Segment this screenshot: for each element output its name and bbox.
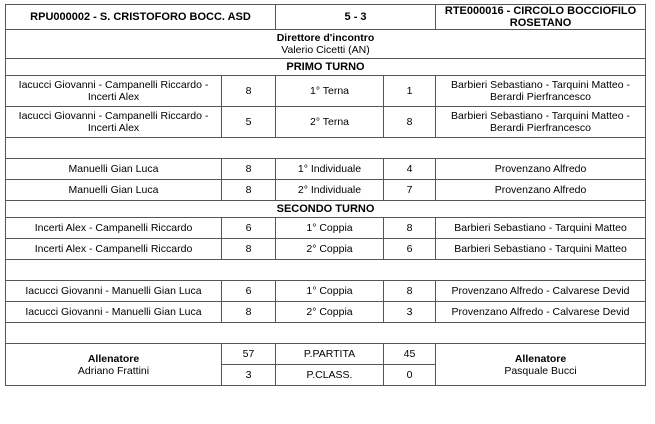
class-away: 0 xyxy=(384,365,436,386)
home-coach-name: Adriano Frattini xyxy=(77,364,150,377)
match-table xyxy=(5,4,646,386)
away-score: 1 xyxy=(384,76,436,107)
game-row xyxy=(6,76,646,107)
away-players: Barbieri Sebastiano - Tarquini Matteo xyxy=(436,218,646,239)
match-score: 5 - 3 xyxy=(276,5,436,30)
footer-row-partita xyxy=(6,344,646,365)
game-type: 1° Individuale xyxy=(276,159,384,180)
home-score: 6 xyxy=(222,281,276,302)
game-row xyxy=(6,302,646,323)
away-players: Barbieri Sebastiano - Tarquini Matteo - Berardi Pierfrancesco xyxy=(436,107,646,138)
home-team: RPU000002 - S. CRISTOFORO BOCC. ASD xyxy=(6,5,276,30)
match-report xyxy=(5,4,645,386)
home-score: 8 xyxy=(222,76,276,107)
home-score: 8 xyxy=(222,180,276,201)
game-row xyxy=(6,239,646,260)
home-players: Incerti Alex - Campanelli Riccardo xyxy=(6,218,222,239)
header-row xyxy=(6,5,646,30)
home-players: Iacucci Giovanni - Campanelli Riccardo - Incerti Alex xyxy=(6,107,222,138)
away-score: 7 xyxy=(384,180,436,201)
game-row xyxy=(6,159,646,180)
away-score: 8 xyxy=(384,107,436,138)
away-score: 8 xyxy=(384,218,436,239)
game-row xyxy=(6,180,646,201)
game-type: 2° Terna xyxy=(276,107,384,138)
game-type: 2° Individuale xyxy=(276,180,384,201)
class-home: 3 xyxy=(222,365,276,386)
home-players: Incerti Alex - Campanelli Riccardo xyxy=(6,239,222,260)
away-score: 3 xyxy=(384,302,436,323)
away-players: Provenzano Alfredo - Calvarese Devid xyxy=(436,302,646,323)
game-type: 1° Terna xyxy=(276,76,384,107)
home-coach-label: Allenatore xyxy=(87,352,140,365)
away-score: 4 xyxy=(384,159,436,180)
home-players: Iacucci Giovanni - Manuelli Gian Luca xyxy=(6,281,222,302)
away-players: Provenzano Alfredo xyxy=(436,180,646,201)
director-row xyxy=(6,30,646,59)
section-row xyxy=(6,201,646,218)
home-score: 8 xyxy=(222,159,276,180)
spacer-row xyxy=(6,260,646,281)
away-players: Barbieri Sebastiano - Tarquini Matteo - Berardi Pierfrancesco xyxy=(436,76,646,107)
home-players: Manuelli Gian Luca xyxy=(6,159,222,180)
spacer-row xyxy=(6,138,646,159)
home-score: 8 xyxy=(222,302,276,323)
home-players: Manuelli Gian Luca xyxy=(6,180,222,201)
away-players: Provenzano Alfredo - Calvarese Devid xyxy=(436,281,646,302)
home-score: 6 xyxy=(222,218,276,239)
class-label: P.CLASS. xyxy=(276,365,384,386)
game-type: 2° Coppia xyxy=(276,302,384,323)
home-coach-cell xyxy=(6,344,222,386)
director-label: Direttore d'incontro xyxy=(276,32,375,44)
partita-home: 57 xyxy=(222,344,276,365)
away-score: 6 xyxy=(384,239,436,260)
section-first: PRIMO TURNO xyxy=(6,59,646,76)
partita-away: 45 xyxy=(384,344,436,365)
game-type: 1° Coppia xyxy=(276,281,384,302)
away-coach-name: Pasquale Bucci xyxy=(504,364,577,377)
director-name: Valerio Cicetti (AN) xyxy=(281,44,370,56)
away-players: Provenzano Alfredo xyxy=(436,159,646,180)
away-coach-label: Allenatore xyxy=(514,352,567,365)
away-team: RTE000016 - CIRCOLO BOCCIOFILO ROSETANO xyxy=(436,5,646,30)
director-cell xyxy=(6,30,646,59)
home-players: Iacucci Giovanni - Manuelli Gian Luca xyxy=(6,302,222,323)
home-score: 5 xyxy=(222,107,276,138)
section-row xyxy=(6,59,646,76)
game-row xyxy=(6,281,646,302)
spacer-row xyxy=(6,323,646,344)
game-type: 1° Coppia xyxy=(276,218,384,239)
away-coach-cell xyxy=(436,344,646,386)
game-row xyxy=(6,107,646,138)
home-players: Iacucci Giovanni - Campanelli Riccardo - Incerti Alex xyxy=(6,76,222,107)
game-type: 2° Coppia xyxy=(276,239,384,260)
partita-label: P.PARTITA xyxy=(276,344,384,365)
away-players: Barbieri Sebastiano - Tarquini Matteo xyxy=(436,239,646,260)
home-score: 8 xyxy=(222,239,276,260)
away-score: 8 xyxy=(384,281,436,302)
section-second: SECONDO TURNO xyxy=(6,201,646,218)
game-row xyxy=(6,218,646,239)
